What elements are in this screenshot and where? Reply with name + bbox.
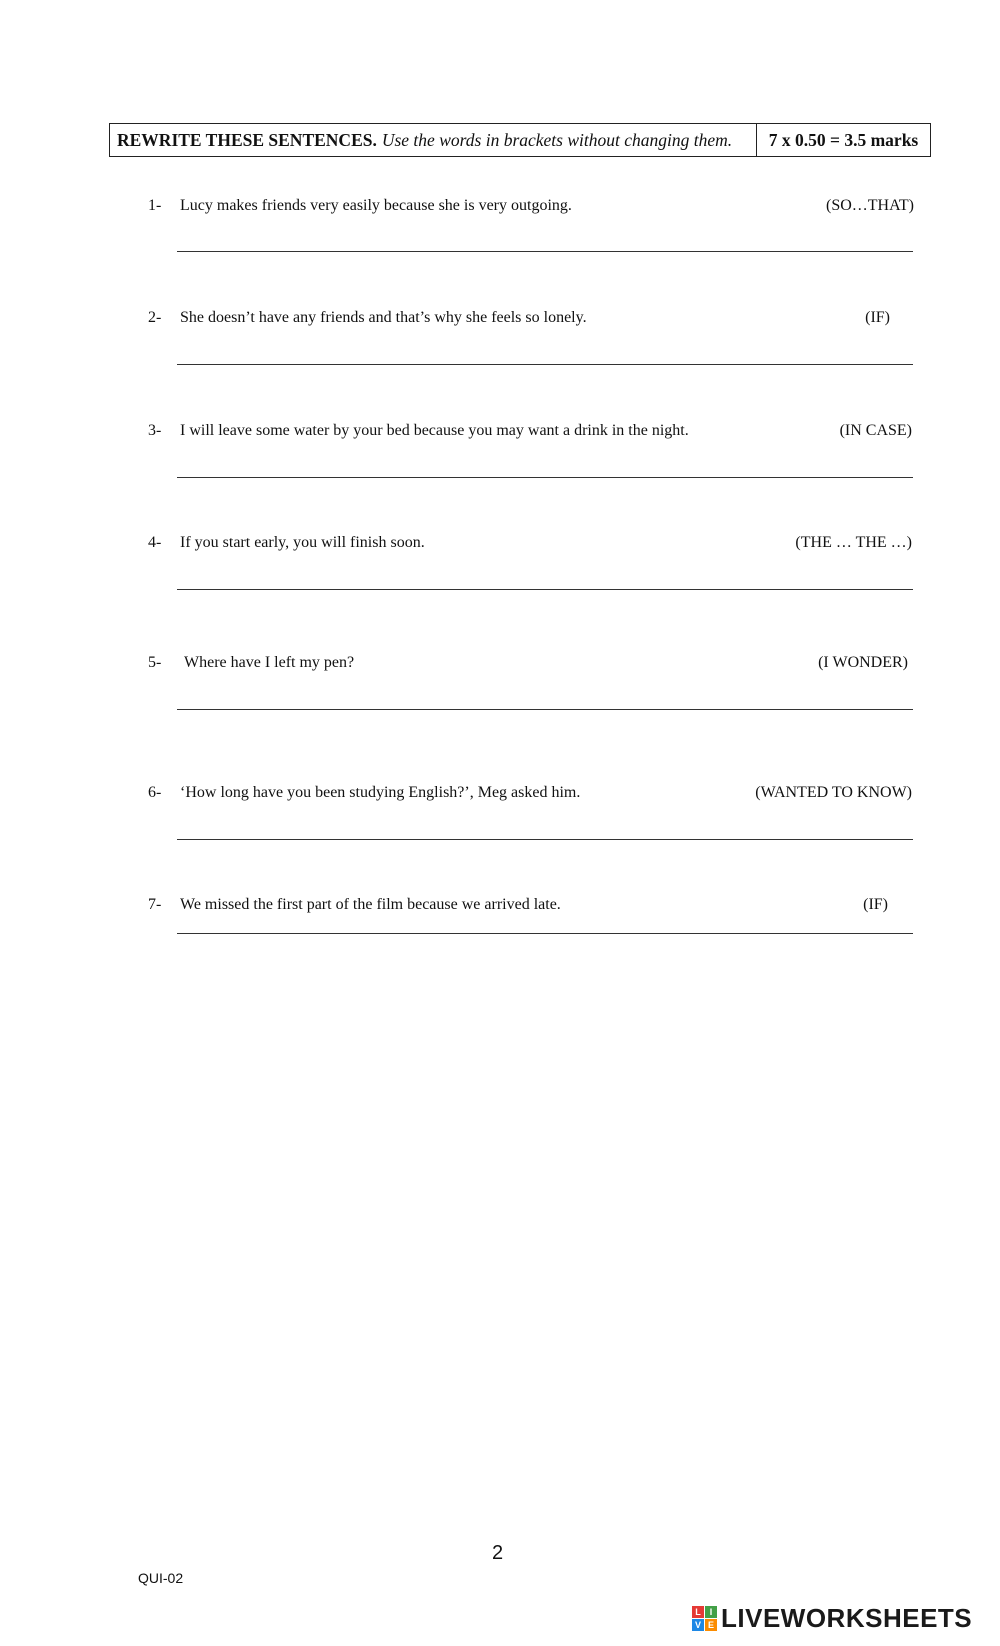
item-sentence: ‘How long have you been studying English?’, Meg asked him. (180, 784, 581, 801)
item-keyword: (I WONDER) (818, 654, 908, 671)
answer-line-1[interactable] (177, 251, 913, 252)
logo-letter: V (692, 1619, 704, 1631)
logo-grid-icon (692, 1606, 717, 1631)
logo-letter: L (692, 1606, 704, 1618)
item-sentence: If you start early, you will finish soon. (180, 534, 425, 551)
item-keyword: (THE … THE …) (795, 534, 912, 551)
item-keyword: (IF) (865, 309, 890, 326)
answer-line-4[interactable] (177, 589, 913, 590)
instruction-cell (110, 124, 756, 156)
answer-line-7[interactable] (177, 933, 913, 934)
item-sentence: Lucy makes friends very easily because she is very outgoing. (180, 197, 572, 214)
instruction-box (109, 123, 931, 157)
item-number: 1- (148, 197, 162, 214)
item-keyword: (SO…THAT) (826, 197, 914, 214)
item-number: 5- (148, 654, 162, 671)
item-keyword: (IN CASE) (839, 422, 912, 439)
item-sentence: Where have I left my pen? (184, 654, 355, 671)
marks-cell: 7 x 0.50 = 3.5 marks (756, 124, 930, 156)
item-keyword: (IF) (863, 896, 888, 913)
item-sentence: I will leave some water by your bed because you may want a drink in the night. (180, 422, 689, 439)
answer-line-2[interactable] (177, 364, 913, 365)
item-sentence: We missed the first part of the film because we arrived late. (180, 896, 561, 913)
logo-text: LIVEWORKSHEETS (721, 1603, 973, 1633)
liveworksheets-logo (692, 1603, 972, 1634)
item-sentence: She doesn’t have any friends and that’s why she feels so lonely. (180, 309, 587, 326)
answer-line-5[interactable] (177, 709, 913, 710)
logo-letter: I (705, 1606, 717, 1618)
instruction-title: REWRITE THESE SENTENCES. (117, 129, 377, 150)
item-number: 7- (148, 896, 162, 913)
item-number: 3- (148, 422, 162, 439)
page-number: 2 (492, 1542, 504, 1564)
item-number: 6- (148, 784, 162, 801)
answer-line-6[interactable] (177, 839, 913, 840)
answer-line-3[interactable] (177, 477, 913, 478)
logo-letter: E (705, 1619, 717, 1631)
item-keyword: (WANTED TO KNOW) (755, 784, 912, 801)
document-code: QUI-02 (138, 1570, 184, 1586)
item-number: 2- (148, 309, 162, 326)
item-number: 4- (148, 534, 162, 551)
instruction-text: Use the words in brackets without changing them. (381, 129, 733, 150)
